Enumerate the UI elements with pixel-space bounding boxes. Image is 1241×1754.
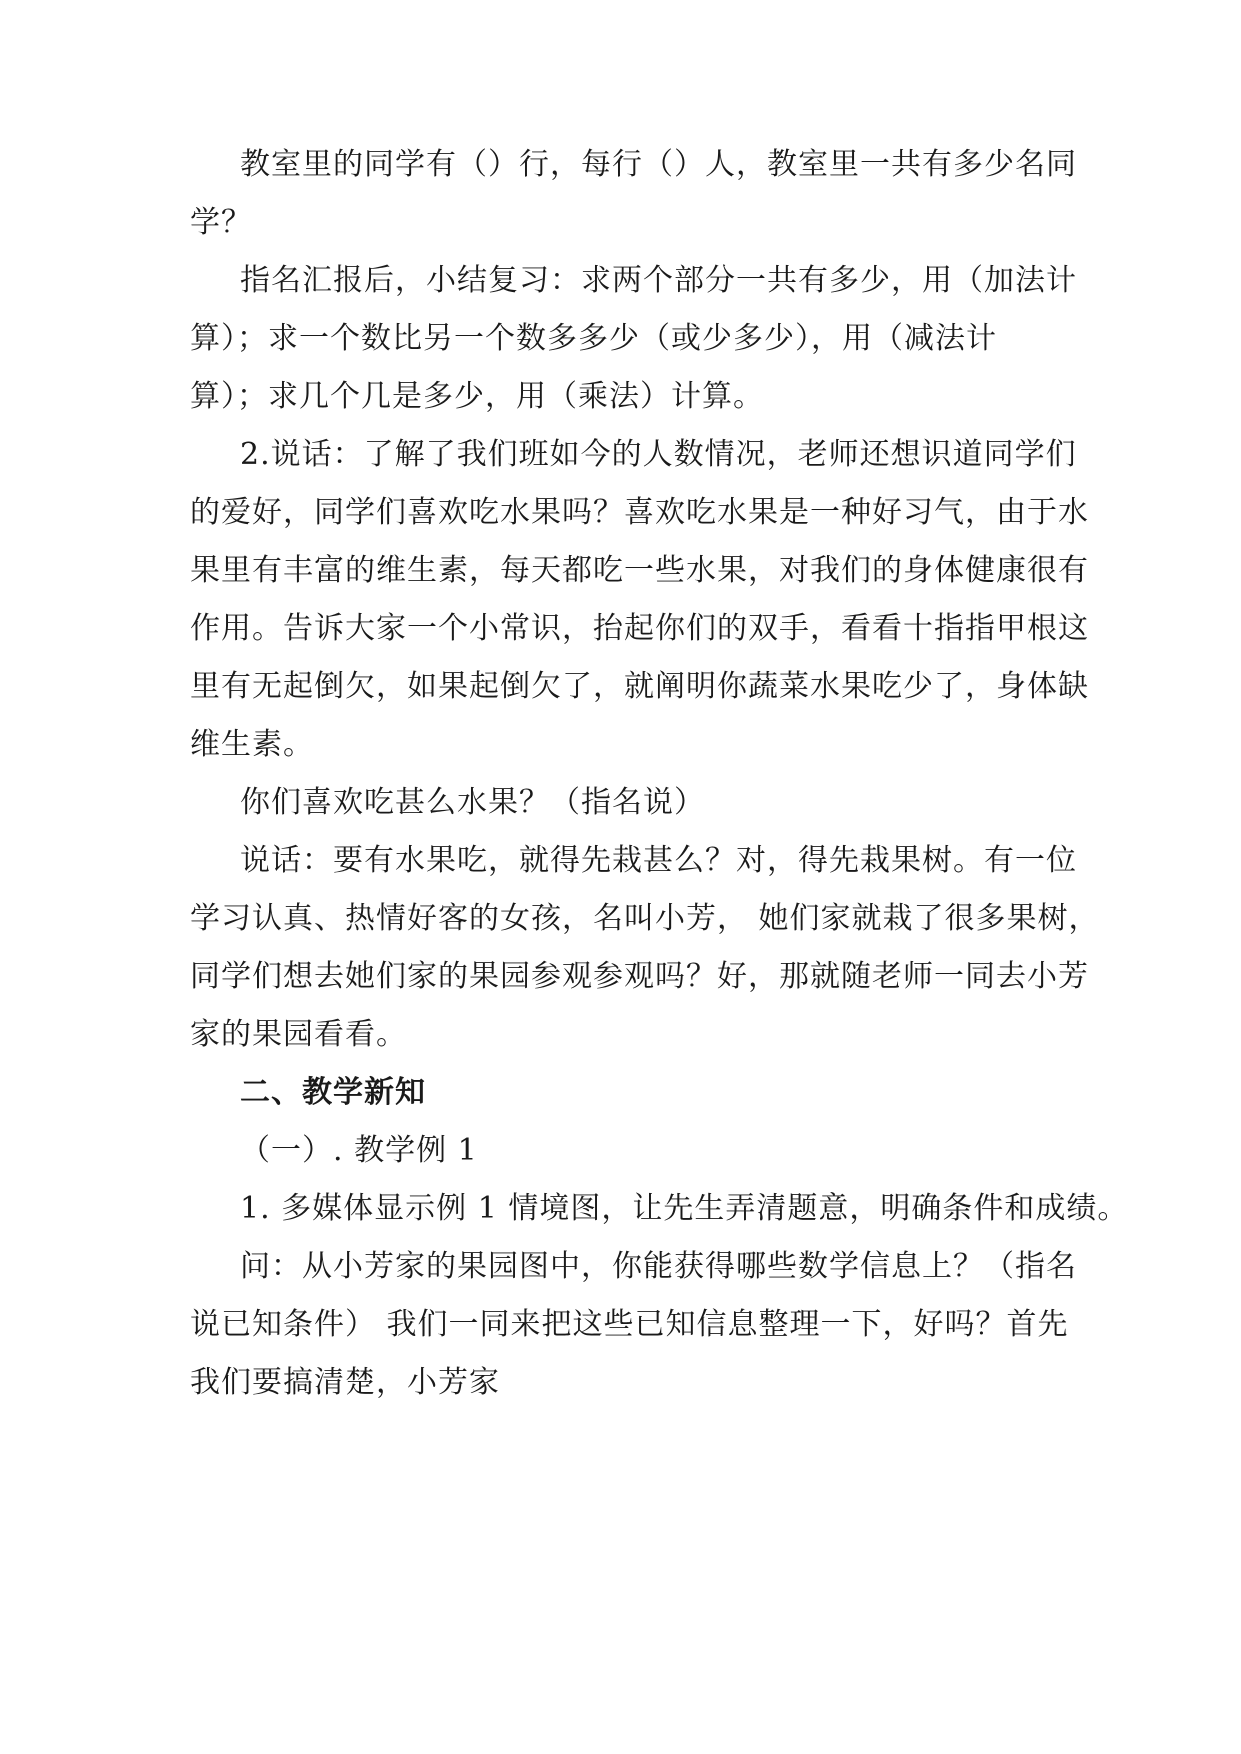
text-line: 算）；求几个几是多少，用（乘法）计算。 [190,379,764,414]
text-line: 学？ [190,205,252,240]
text-line: 的爱好，同学们喜欢吃水果吗？喜欢吃水果是一种好习气，由于水 [190,495,1089,530]
text-line: 家的果园看看。 [190,1017,407,1052]
section-heading: 二、教学新知 [240,1075,426,1110]
text-line: 作用。告诉大家一个小常识，抬起你们的双手，看看十指指甲根这 [190,611,1089,646]
text-line: 说已知条件） 我们一同来把这些已知信息整理一下，好吗？首先 [190,1307,1069,1342]
text-line: 维生素。 [190,727,314,762]
text-line: 说话：要有水果吃，就得先栽甚么？对，得先栽果树。有一位 [240,843,1077,878]
text-line: 问：从小芳家的果园图中，你能获得哪些数学信息上？（指名 [240,1249,1077,1284]
text-line: 指名汇报后，小结复习：求两个部分一共有多少，用（加法计 [240,263,1077,298]
subsection-heading: （一）. 教学例 1 [240,1133,478,1168]
text-line: 果里有丰富的维生素，每天都吃一些水果，对我们的身体健康很有 [190,553,1089,588]
text-line: 里有无起倒欠，如果起倒欠了，就阐明你蔬菜水果吃少了，身体缺 [190,669,1089,704]
text-line: 1. 多媒体显示例 1 情境图，让先生弄清题意，明确条件和成绩。 [240,1191,1129,1226]
text-line: 你们喜欢吃甚么水果？（指名说） [240,785,705,820]
text-line: 学习认真、热情好客的女孩，名叫小芳， 她们家就栽了很多果树， [190,901,1100,936]
text-line: 我们要搞清楚，小芳家 [190,1365,500,1400]
text-line: 教室里的同学有（）行，每行（）人，教室里一共有多少名同 [240,147,1077,182]
text-line: 同学们想去她们家的果园参观参观吗？好，那就随老师一同去小芳 [190,959,1089,994]
text-line: 算）；求一个数比另一个数多多少（或少多少），用（减法计 [190,321,997,356]
text-line: 2.说话：了解了我们班如今的人数情况，老师还想识道同学们 [240,437,1077,472]
